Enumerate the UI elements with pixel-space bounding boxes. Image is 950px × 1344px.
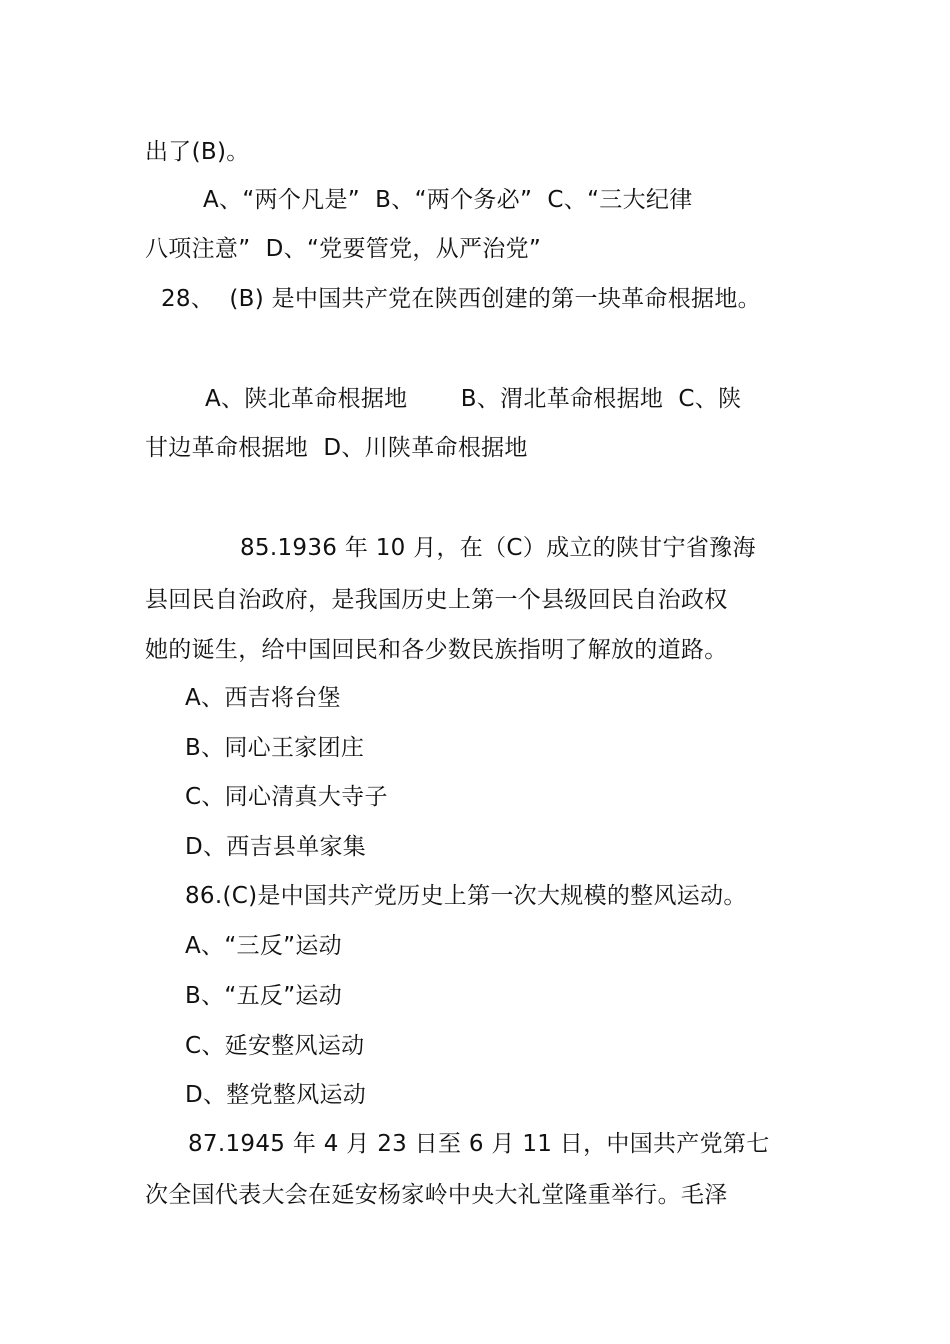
- option-c: C、同心清真大寺子: [185, 784, 388, 810]
- option-a: A、“三反”运动: [185, 933, 342, 959]
- answer-options: 甘边革命根据地 D、川陕革命根据地: [145, 435, 528, 461]
- question-85: 85.1936 年 10 月，在（C）成立的陕甘宁省豫海: [240, 535, 756, 561]
- question-85-text: 她的诞生，给中国回民和各少数民族指明了解放的道路。: [145, 637, 728, 663]
- answer-options: 八项注意” D、“党要管党，从严治党”: [145, 236, 542, 262]
- question-86: 86.(C)是中国共产党历史上第一次大规模的整风运动。: [185, 883, 747, 909]
- question-87-text: 次全国代表大会在延安杨家岭中央大礼堂隆重举行。毛泽: [145, 1182, 728, 1208]
- option-c: C、延安整风运动: [185, 1033, 365, 1059]
- question-28: 28、 (B) 是中国共产党在陕西创建的第一块革命根据地。: [161, 286, 761, 312]
- option-d: D、西吉县单家集: [185, 834, 367, 860]
- answer-options: A、陕北革命根据地 B、渭北革命根据地 C、陕: [205, 386, 742, 412]
- option-b: B、同心王家团庄: [185, 735, 365, 761]
- option-a: A、西吉将台堡: [185, 685, 341, 711]
- answer-options: A、“两个凡是” B、“两个务必” C、“三大纪律: [203, 187, 693, 213]
- option-b: B、“五反”运动: [185, 983, 343, 1009]
- question-85-text: 县回民自治政府，是我国历史上第一个县级回民自治政权: [145, 587, 728, 613]
- question-text: 出了(B)。: [145, 139, 250, 165]
- question-87: 87.1945 年 4 月 23 日至 6 月 11 日，中国共产党第七: [188, 1131, 770, 1157]
- option-d: D、整党整风运动: [185, 1082, 367, 1108]
